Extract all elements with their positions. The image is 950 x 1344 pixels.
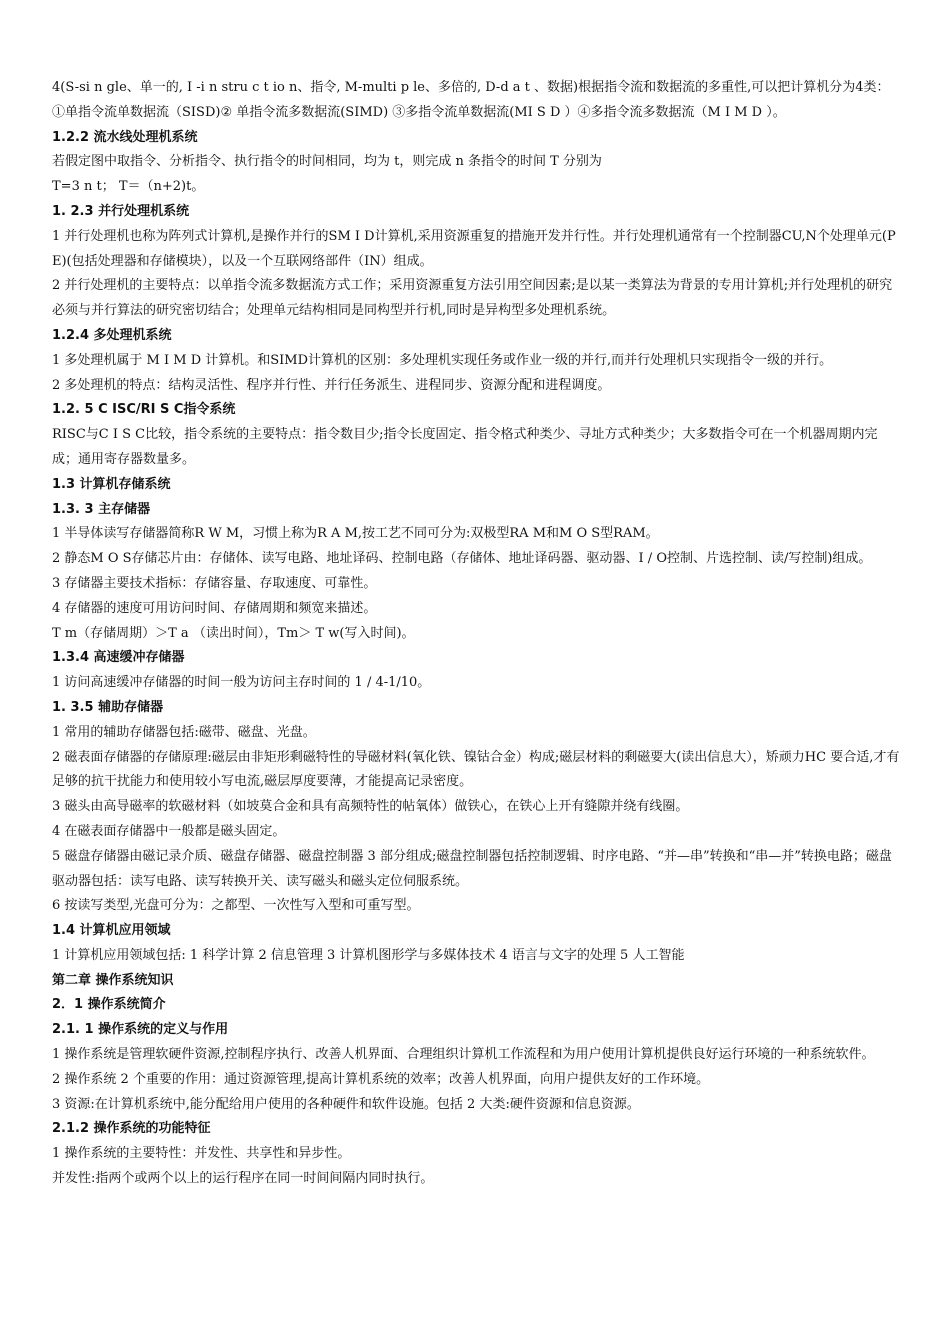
paragraph: 1 访问高速缓冲存储器的时间一般为访问主存时间的 1 / 4-1/10。 (52, 675, 431, 691)
section-heading: 1.3 计算机存储系统 (52, 476, 171, 492)
paragraph: 1 常用的辅助存储器包括:磁带、磁盘、光盘。 (52, 724, 316, 740)
paragraph: 1 并行处理机也称为阵列式计算机,是操作并行的SM I D计算机,采用资源重复的措施开发并行性。并行处理机通常有一个控制器CU,N个处理单元(P E)(包括处理器和存储模块），以及一个互联网络部件（IN）组成。 (52, 228, 896, 269)
paragraph: 2 静态M O S存储芯片由：存储体、读写电路、地址译码、控制电路（存储体、地址译码器、驱动器、I / O控制、片选控制、读/写控制)组成。 (52, 551, 872, 567)
section-heading: 1. 2.3 并行处理机系统 (52, 203, 190, 219)
paragraph: 1 半导体读写存储器简称R W M，习惯上称为R A M,按工艺不同可分为:双极型RA M和M O S型RAM。 (52, 526, 659, 542)
section-heading: 1.2.2 流水线处理机系统 (52, 129, 198, 145)
document-page (52, 76, 900, 1192)
paragraph: T m（存储周期）＞T a （读出时间），Tm＞ T w(写入时间)。 (52, 625, 415, 641)
section-heading: 2．1 操作系统简介 (52, 997, 166, 1013)
paragraph: 1 多处理机属于 M I M D 计算机。和SIMD计算机的区别：多处理机实现任务或作业一级的并行,而并行处理机只实现指令一级的并行。 (52, 352, 833, 368)
paragraph: 1 操作系统是管理软硬件资源,控制程序执行、改善人机界面、合理组织计算机工作流程和为用户使用计算机提供良好运行环境的一种系统软件。 (52, 1047, 875, 1063)
paragraph: 5 磁盘存储器由磁记录介质、磁盘存储器、磁盘控制器 3 部分组成;磁盘控制器包括控制逻辑、时序电路、“并—串”转换和“串—并”转换电路；磁盘驱动器包括：读写电路、读写转换开关、读写磁头和磁头定位伺服系统。 (52, 848, 892, 889)
paragraph: 若假定图中取指令、分析指令、执行指令的时间相同，均为 t，则完成 n 条指令的时间 T 分别为 (52, 154, 602, 170)
paragraph: 4 在磁表面存储器中一般都是磁头固定。 (52, 823, 286, 839)
section-heading: 2.1.2 操作系统的功能特征 (52, 1121, 211, 1137)
paragraph: 2 磁表面存储器的存储原理:磁层由非矩形剩磁特性的导磁材料(氧化铁、镍钴合金）构成;磁层材料的剩磁要大(读出信息大），矫顽力HC 要合适,才有足够的抗干扰能力和使用较小写电流,磁层厚度要薄，才能提高记录密度。 (52, 749, 900, 790)
paragraph: 并发性:指两个或两个以上的运行程序在同一时间间隔内同时执行。 (52, 1171, 434, 1187)
paragraph: 2 多处理机的特点：结构灵活性、程序并行性、并行任务派生、进程同步、资源分配和进程调度。 (52, 377, 611, 393)
paragraph: 4 存储器的速度可用访问时间、存储周期和频宽来描述。 (52, 600, 377, 616)
paragraph: 2 并行处理机的主要特点：以单指令流多数据流方式工作；采用资源重复方法引用空间因素;是以某一类算法为背景的专用计算机;并行处理机的研究必须与并行算法的研究密切结合；处理单元结构相同是同构型并行机,同时是异构型多处理机系统。 (52, 278, 893, 319)
section-heading: 2.1. 1 操作系统的定义与作用 (52, 1022, 229, 1038)
section-heading: 1.4 计算机应用领域 (52, 923, 171, 939)
section-heading: 1.3. 3 主存储器 (52, 501, 151, 517)
section-heading: 1. 3.5 辅助存储器 (52, 699, 164, 715)
paragraph: 3 存储器主要技术指标：存储容量、存取速度、可靠性。 (52, 575, 377, 591)
paragraph: 1 计算机应用领域包括: 1 科学计算 2 信息管理 3 计算机图形学与多媒体技术 4 语言与文字的处理 5 人工智能 (52, 947, 685, 963)
paragraph: 6 按读写类型,光盘可分为：之都型、一次性写入型和可重写型。 (52, 898, 420, 914)
paragraph: 3 资源:在计算机系统中,能分配给用户使用的各种硬件和软件设施。包括 2 大类:硬件资源和信息资源。 (52, 1096, 640, 1112)
paragraph: 3 磁头由高导磁率的软磁材料（如坡莫合金和具有高频特性的帖氧体）做铁心，在铁心上开有缝隙并绕有线圈。 (52, 799, 689, 815)
paragraph: 4(S-si n gle、单一的, I -i n stru c t io n、指令, M-multi p le、多倍的, D-d a t 、数据)根据指令流和数据流的多重性,可以把计算机分为4类： ①单指令流单数据流（SISD)② 单指令流多数据流(SIMD) ③多指令流单数据流(MI S D ）④多指令流多数据流（M I M D ）。 (52, 80, 890, 120)
paragraph: RISC与C I S C比较，指令系统的主要特点：指令数目少;指令长度固定、指令格式种类少、寻址方式种类少；大多数指令可在一个机器周期内完成；通用寄存器数量多。 (52, 427, 878, 467)
section-heading: 第二章 操作系统知识 (52, 972, 174, 988)
paragraph: 1 操作系统的主要特性：并发性、共享性和异步性。 (52, 1146, 351, 1162)
paragraph: 2 操作系统 2 个重要的作用：通过资源管理,提高计算机系统的效率；改善人机界面，向用户提供友好的工作环境。 (52, 1071, 710, 1087)
section-heading: 1.2.4 多处理机系统 (52, 327, 172, 343)
paragraph: T=3 n t； T＝（n+2)t。 (52, 179, 205, 195)
section-heading: 1.3.4 高速缓冲存储器 (52, 650, 185, 666)
section-heading: 1.2. 5 C ISC/RI S C指令系统 (52, 402, 236, 418)
